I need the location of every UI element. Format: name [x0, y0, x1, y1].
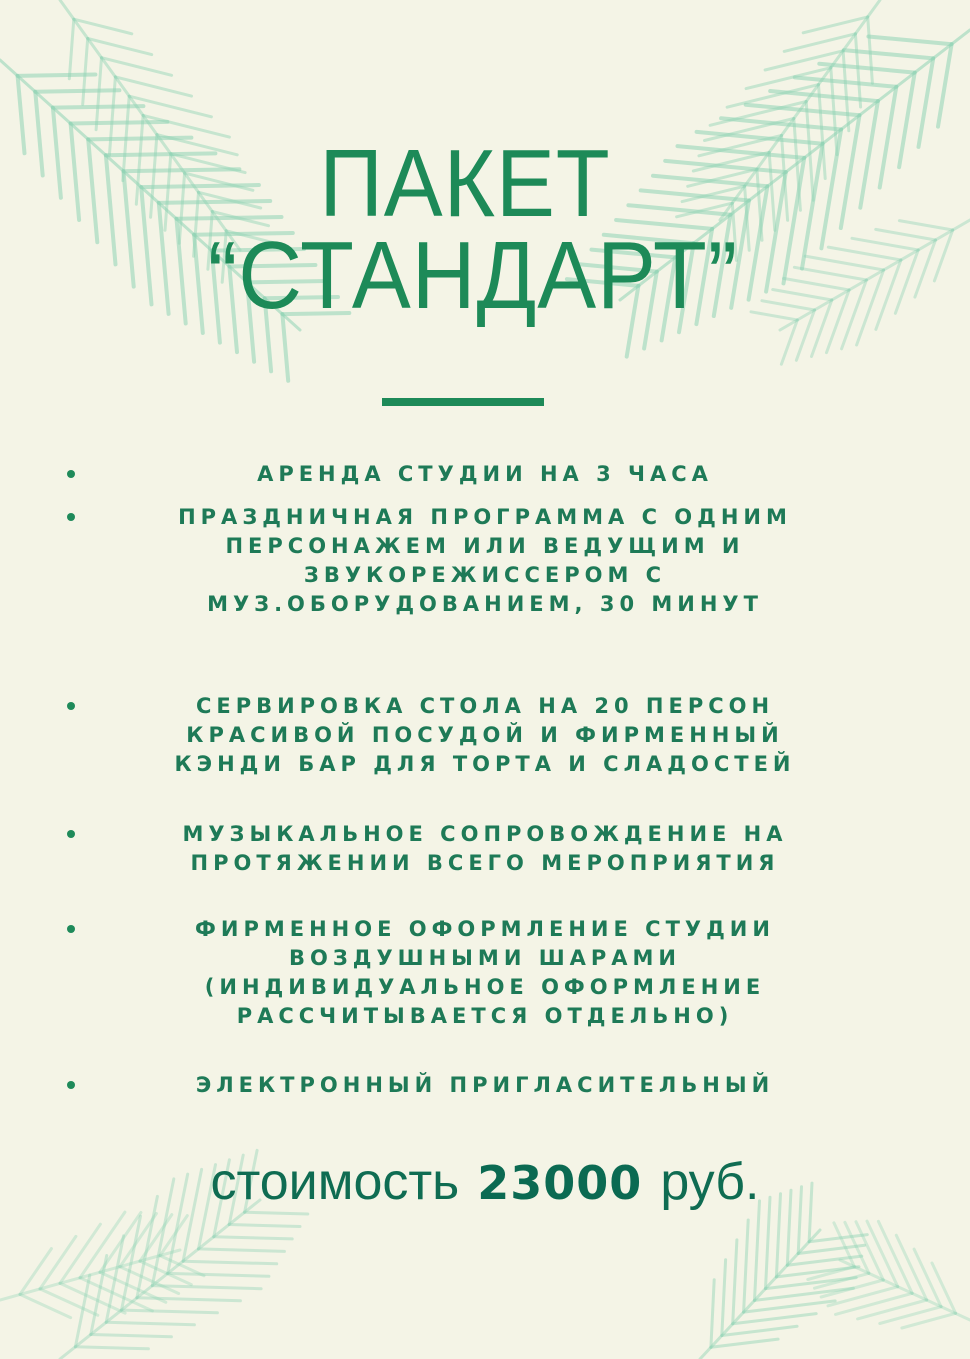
list-item-text: ФИРМЕННОЕ ОФОРМЛЕНИЕ СТУДИИ ВОЗДУШНЫМИ ШАРАМИ (ИНДИВИДУАЛЬНОЕ ОФОРМЛЕНИЕ РАССЧИТЫВАЕТСЯ ОТДЕЛЬНО) — [195, 917, 775, 1028]
bullet-icon — [67, 1081, 75, 1089]
divider — [382, 398, 544, 406]
page-title-line1: ПАКЕТ — [319, 130, 611, 237]
price — [0, 1152, 970, 1213]
page-title-line2: “СТАНДАРТ” — [207, 222, 739, 329]
price-prefix: стоимость — [210, 1153, 460, 1211]
list-item-text: СЕРВИРОВКА СТОЛА НА 20 ПЕРСОН КРАСИВОЙ ПОСУДОЙ И ФИРМЕННЫЙ КЭНДИ БАР ДЛЯ ТОРТА И СЛАДОСТЕЙ — [174, 694, 796, 776]
price-amount: 23000 — [477, 1156, 643, 1210]
list-item-text: ЭЛЕКТРОННЫЙ ПРИГЛАСИТЕЛЬНЫЙ — [195, 1073, 775, 1097]
list-item-text: ПРАЗДНИЧНАЯ ПРОГРАММА С ОДНИМ ПЕРСОНАЖЕМ ИЛИ ВЕДУЩИМ И ЗВУКОРЕЖИССЕРОМ С МУЗ.ОБОРУДОВАНИЕМ, 30 МИНУТ — [178, 505, 792, 616]
bullet-icon — [67, 702, 75, 710]
bullet-icon — [67, 470, 75, 478]
list-item-text: АРЕНДА СТУДИИ НА 3 ЧАСА — [257, 462, 713, 486]
bullet-icon — [67, 513, 75, 521]
bullet-icon — [67, 830, 75, 838]
bullet-icon — [67, 925, 75, 933]
list-item-text: МУЗЫКАЛЬНОЕ СОПРОВОЖДЕНИЕ НА ПРОТЯЖЕНИИ ВСЕГО МЕРОПРИЯТИЯ — [182, 822, 788, 875]
price-currency: руб. — [660, 1153, 760, 1211]
